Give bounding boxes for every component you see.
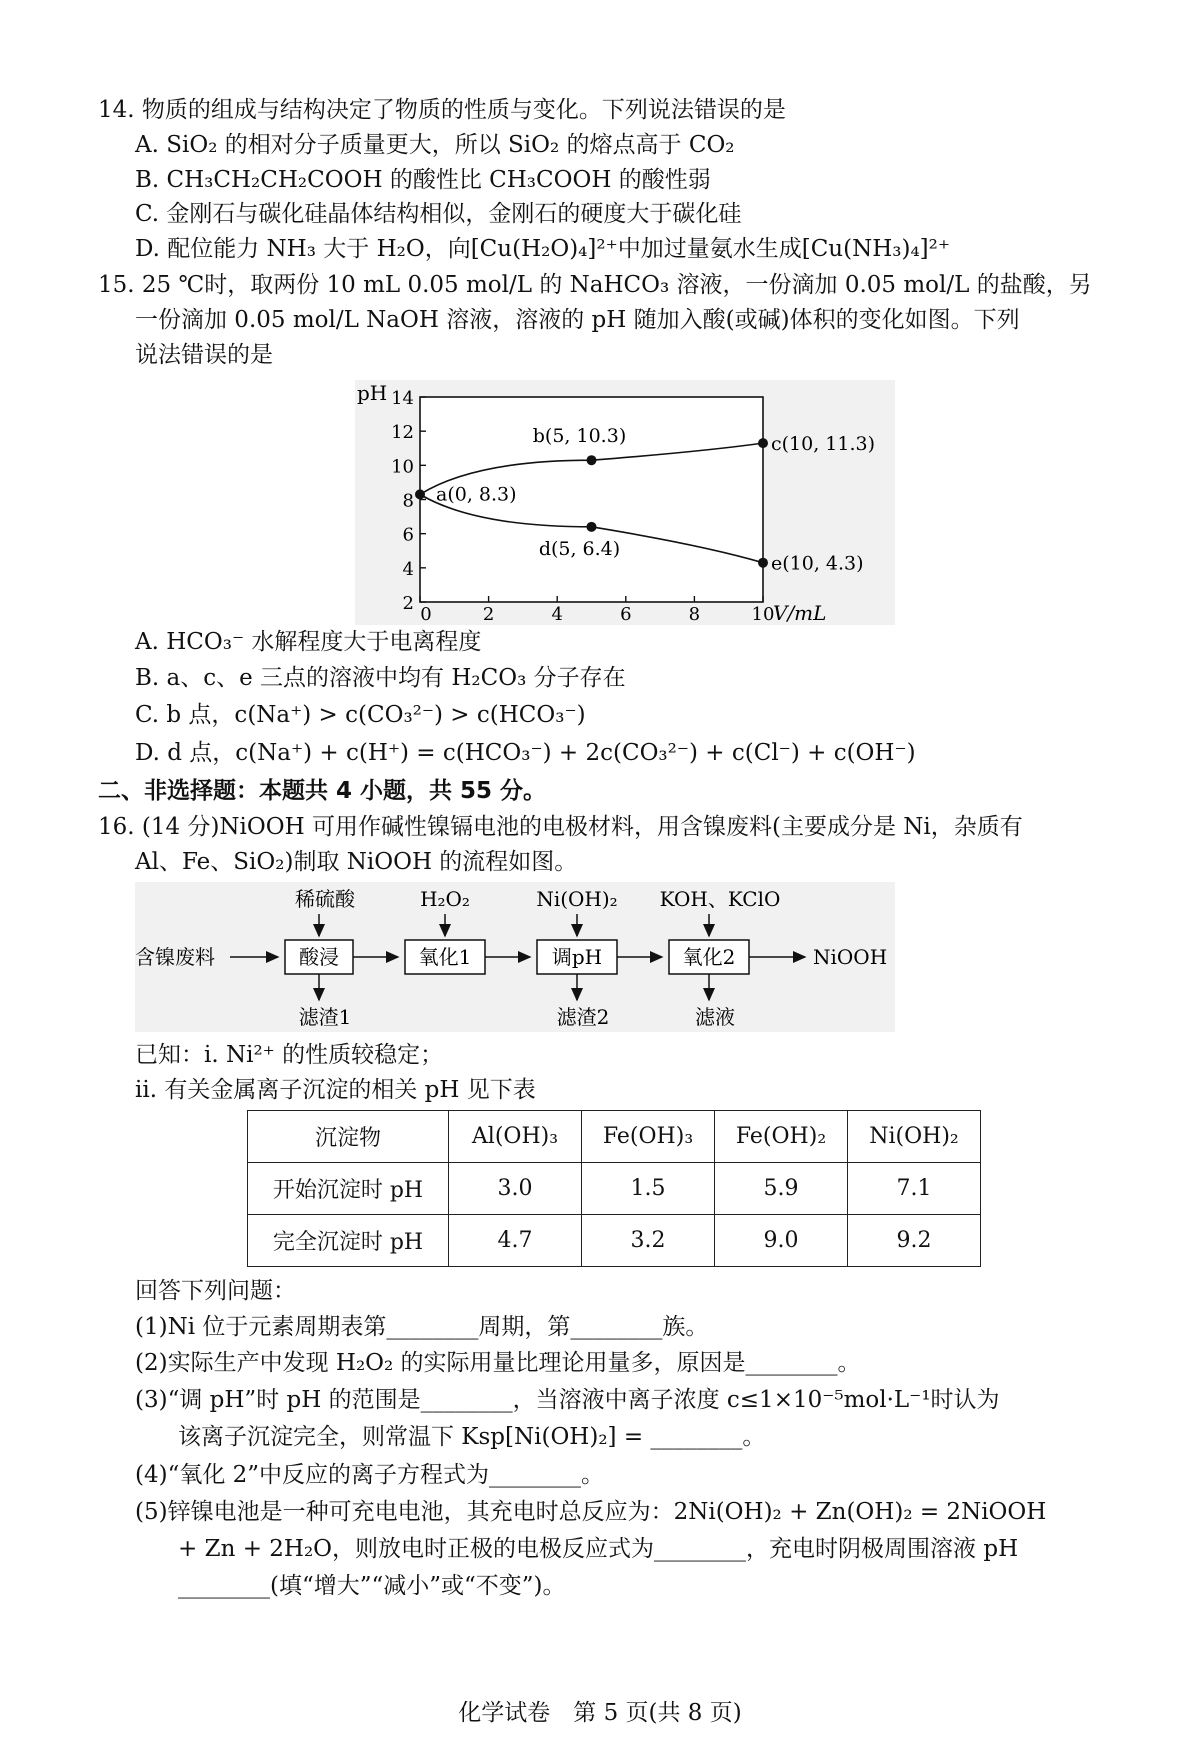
output-acid-leach: 滤渣1 — [298, 1005, 352, 1029]
header-cell: Fe(OH)₂ — [715, 1111, 848, 1163]
ph-chart-svg — [355, 380, 895, 625]
q16-part-3-line2: 该离子沉淀完全，则常温下 Ksp[Ni(OH)₂] = ________。 — [178, 1424, 766, 1450]
header-cell: Fe(OH)₃ — [582, 1111, 715, 1163]
q15-stem-line1: 15. 25 ℃时，取两份 10 mL 0.05 mol/L 的 NaHCO₃ 溶液，一份滴加 0.05 mol/L 的盐酸，另 — [98, 272, 1092, 298]
x-tick-label: 0 — [420, 604, 432, 625]
data-point — [587, 522, 597, 532]
table-cell: 4.7 — [449, 1215, 582, 1267]
q14-stem: 14. 物质的组成与结构决定了物质的性质与变化。下列说法错误的是 — [98, 97, 786, 123]
known-ii: ii. 有关金属离子沉淀的相关 pH 见下表 — [135, 1077, 536, 1103]
q14-option-c: C. 金刚石与碳化硅晶体结构相似，金刚石的硬度大于碳化硅 — [135, 201, 742, 227]
table-cell: 9.0 — [715, 1215, 848, 1267]
q16-part-3-line1: (3)“调 pH”时 pH 的范围是________，当溶液中离子浓度 c≤1×10⁻⁵mol·L⁻¹时认为 — [135, 1387, 1000, 1413]
y-tick-label: 2 — [402, 593, 414, 614]
q15-stem-line2: 一份滴加 0.05 mol/L NaOH 溶液，溶液的 pH 随加入酸(或碱)体积的变化如图。下列 — [135, 307, 1020, 333]
table-row — [248, 1163, 981, 1215]
table-cell: 7.1 — [848, 1163, 981, 1215]
process-flow-diagram — [135, 882, 895, 1036]
q16-part-2: (2)实际生产中发现 H₂O₂ 的实际用量比理论用量多，原因是________。 — [135, 1350, 861, 1376]
header-cell: Al(OH)₃ — [449, 1111, 582, 1163]
point-label: b(5, 10.3) — [532, 425, 627, 448]
q15-option-a: A. HCO₃⁻ 水解程度大于电离程度 — [135, 629, 482, 655]
data-point — [587, 455, 597, 465]
table-cell: 9.2 — [848, 1215, 981, 1267]
table-header-row — [248, 1111, 981, 1163]
x-axis-label: V/mL — [773, 601, 827, 625]
y-tick-label: 12 — [391, 422, 414, 444]
page-footer: 化学试卷 第 5 页(共 8 页) — [458, 1700, 742, 1726]
point-label: e(10, 4.3) — [771, 552, 864, 575]
q16-part-5-line2: + Zn + 2H₂O，则放电时正极的电极反应式为________，充电时阴极周围溶液 pH — [178, 1536, 1019, 1562]
y-tick-label: 4 — [402, 558, 414, 580]
table-row — [248, 1215, 981, 1267]
output-adjust-ph: 滤渣2 — [556, 1005, 610, 1029]
q14-option-d: D. 配位能力 NH₃ 大于 H₂O，向[Cu(H₂O)₄]²⁺中加过量氨水生成[Cu(NH₃)₄]²⁺ — [135, 236, 951, 262]
table-cell: 开始沉淀时 pH — [248, 1163, 449, 1215]
table-cell: 5.9 — [715, 1163, 848, 1215]
y-tick-label: 10 — [391, 456, 414, 478]
x-tick-label: 8 — [688, 604, 701, 625]
known-i: 已知：i. Ni²⁺ 的性质较稳定； — [135, 1042, 444, 1068]
table-cell: 3.2 — [582, 1215, 715, 1267]
output-oxidation-2: 滤液 — [695, 1005, 735, 1029]
precipitation-ph-table — [247, 1110, 981, 1267]
reagent-acid-leach: 稀硫酸 — [295, 887, 355, 911]
q14-option-a: A. SiO₂ 的相对分子质量更大，所以 SiO₂ 的熔点高于 CO₂ — [135, 132, 735, 158]
y-tick-label: 14 — [391, 388, 414, 409]
point-label: c(10, 11.3) — [771, 433, 876, 456]
step-acid-leach: 酸浸 — [299, 945, 339, 969]
x-tick-label: 2 — [482, 604, 495, 625]
reagent-oxidation-1: H₂O₂ — [420, 887, 470, 911]
data-point — [415, 489, 425, 499]
x-tick-label: 4 — [551, 604, 563, 625]
answer-intro: 回答下列问题： — [135, 1278, 296, 1304]
step-oxidation-2: 氧化2 — [682, 945, 736, 969]
reagent-adjust-ph: Ni(OH)₂ — [536, 887, 618, 911]
ph-titration-chart — [355, 380, 895, 629]
q15-stem-line3: 说法错误的是 — [135, 342, 273, 368]
header-cell: 沉淀物 — [248, 1111, 449, 1163]
x-tick-label: 6 — [620, 604, 632, 625]
table-cell: 完全沉淀时 pH — [248, 1215, 449, 1267]
flow-svg — [135, 882, 895, 1032]
q16-stem-line2: Al、Fe、SiO₂)制取 NiOOH 的流程如图。 — [135, 849, 578, 875]
reagent-oxidation-2: KOH、KClO — [659, 887, 781, 911]
q16-part-5-line3: ________(填“增大”“减小”或“不变”)。 — [178, 1573, 566, 1599]
q16-stem-line1: 16. (14 分)NiOOH 可用作碱性镍镉电池的电极材料，用含镍废料(主要成分是 Ni，杂质有 — [98, 814, 1023, 840]
section-heading: 二、非选择题：本题共 4 小题，共 55 分。 — [98, 778, 547, 804]
table-cell: 1.5 — [582, 1163, 715, 1215]
q15-option-d: D. d 点，c(Na⁺) + c(H⁺) = c(HCO₃⁻) + 2c(CO₃²⁻) + c(Cl⁻) + c(OH⁻) — [135, 740, 916, 766]
q16-part-4: (4)“氧化 2”中反应的离子方程式为________。 — [135, 1462, 605, 1488]
step-adjust-ph: 调pH — [551, 945, 603, 969]
point-label: a(0, 8.3) — [436, 483, 517, 506]
table-cell: 3.0 — [449, 1163, 582, 1215]
flow-end-label: NiOOH — [813, 945, 888, 969]
step-oxidation-1: 氧化1 — [418, 945, 472, 969]
y-tick-label: 8 — [402, 490, 414, 512]
q16-part-1: (1)Ni 位于元素周期表第________周期，第________族。 — [135, 1314, 709, 1340]
data-point — [758, 558, 768, 568]
data-point — [758, 438, 768, 448]
header-cell: Ni(OH)₂ — [848, 1111, 981, 1163]
y-axis-label: pH — [357, 381, 388, 405]
q15-option-c: C. b 点，c(Na⁺) > c(CO₃²⁻) > c(HCO₃⁻) — [135, 702, 586, 728]
flow-start-label: 含镍废料 — [135, 945, 215, 969]
q15-option-b: B. a、c、e 三点的溶液中均有 H₂CO₃ 分子存在 — [135, 665, 626, 691]
point-label: d(5, 6.4) — [538, 537, 621, 560]
q14-option-b: B. CH₃CH₂CH₂COOH 的酸性比 CH₃COOH 的酸性弱 — [135, 167, 711, 193]
x-tick-label: 10 — [751, 604, 775, 625]
y-tick-label: 6 — [402, 524, 414, 546]
q16-part-5-line1: (5)锌镍电池是一种可充电电池，其充电时总反应为：2Ni(OH)₂ + Zn(OH)₂ = 2NiOOH — [135, 1499, 1047, 1525]
